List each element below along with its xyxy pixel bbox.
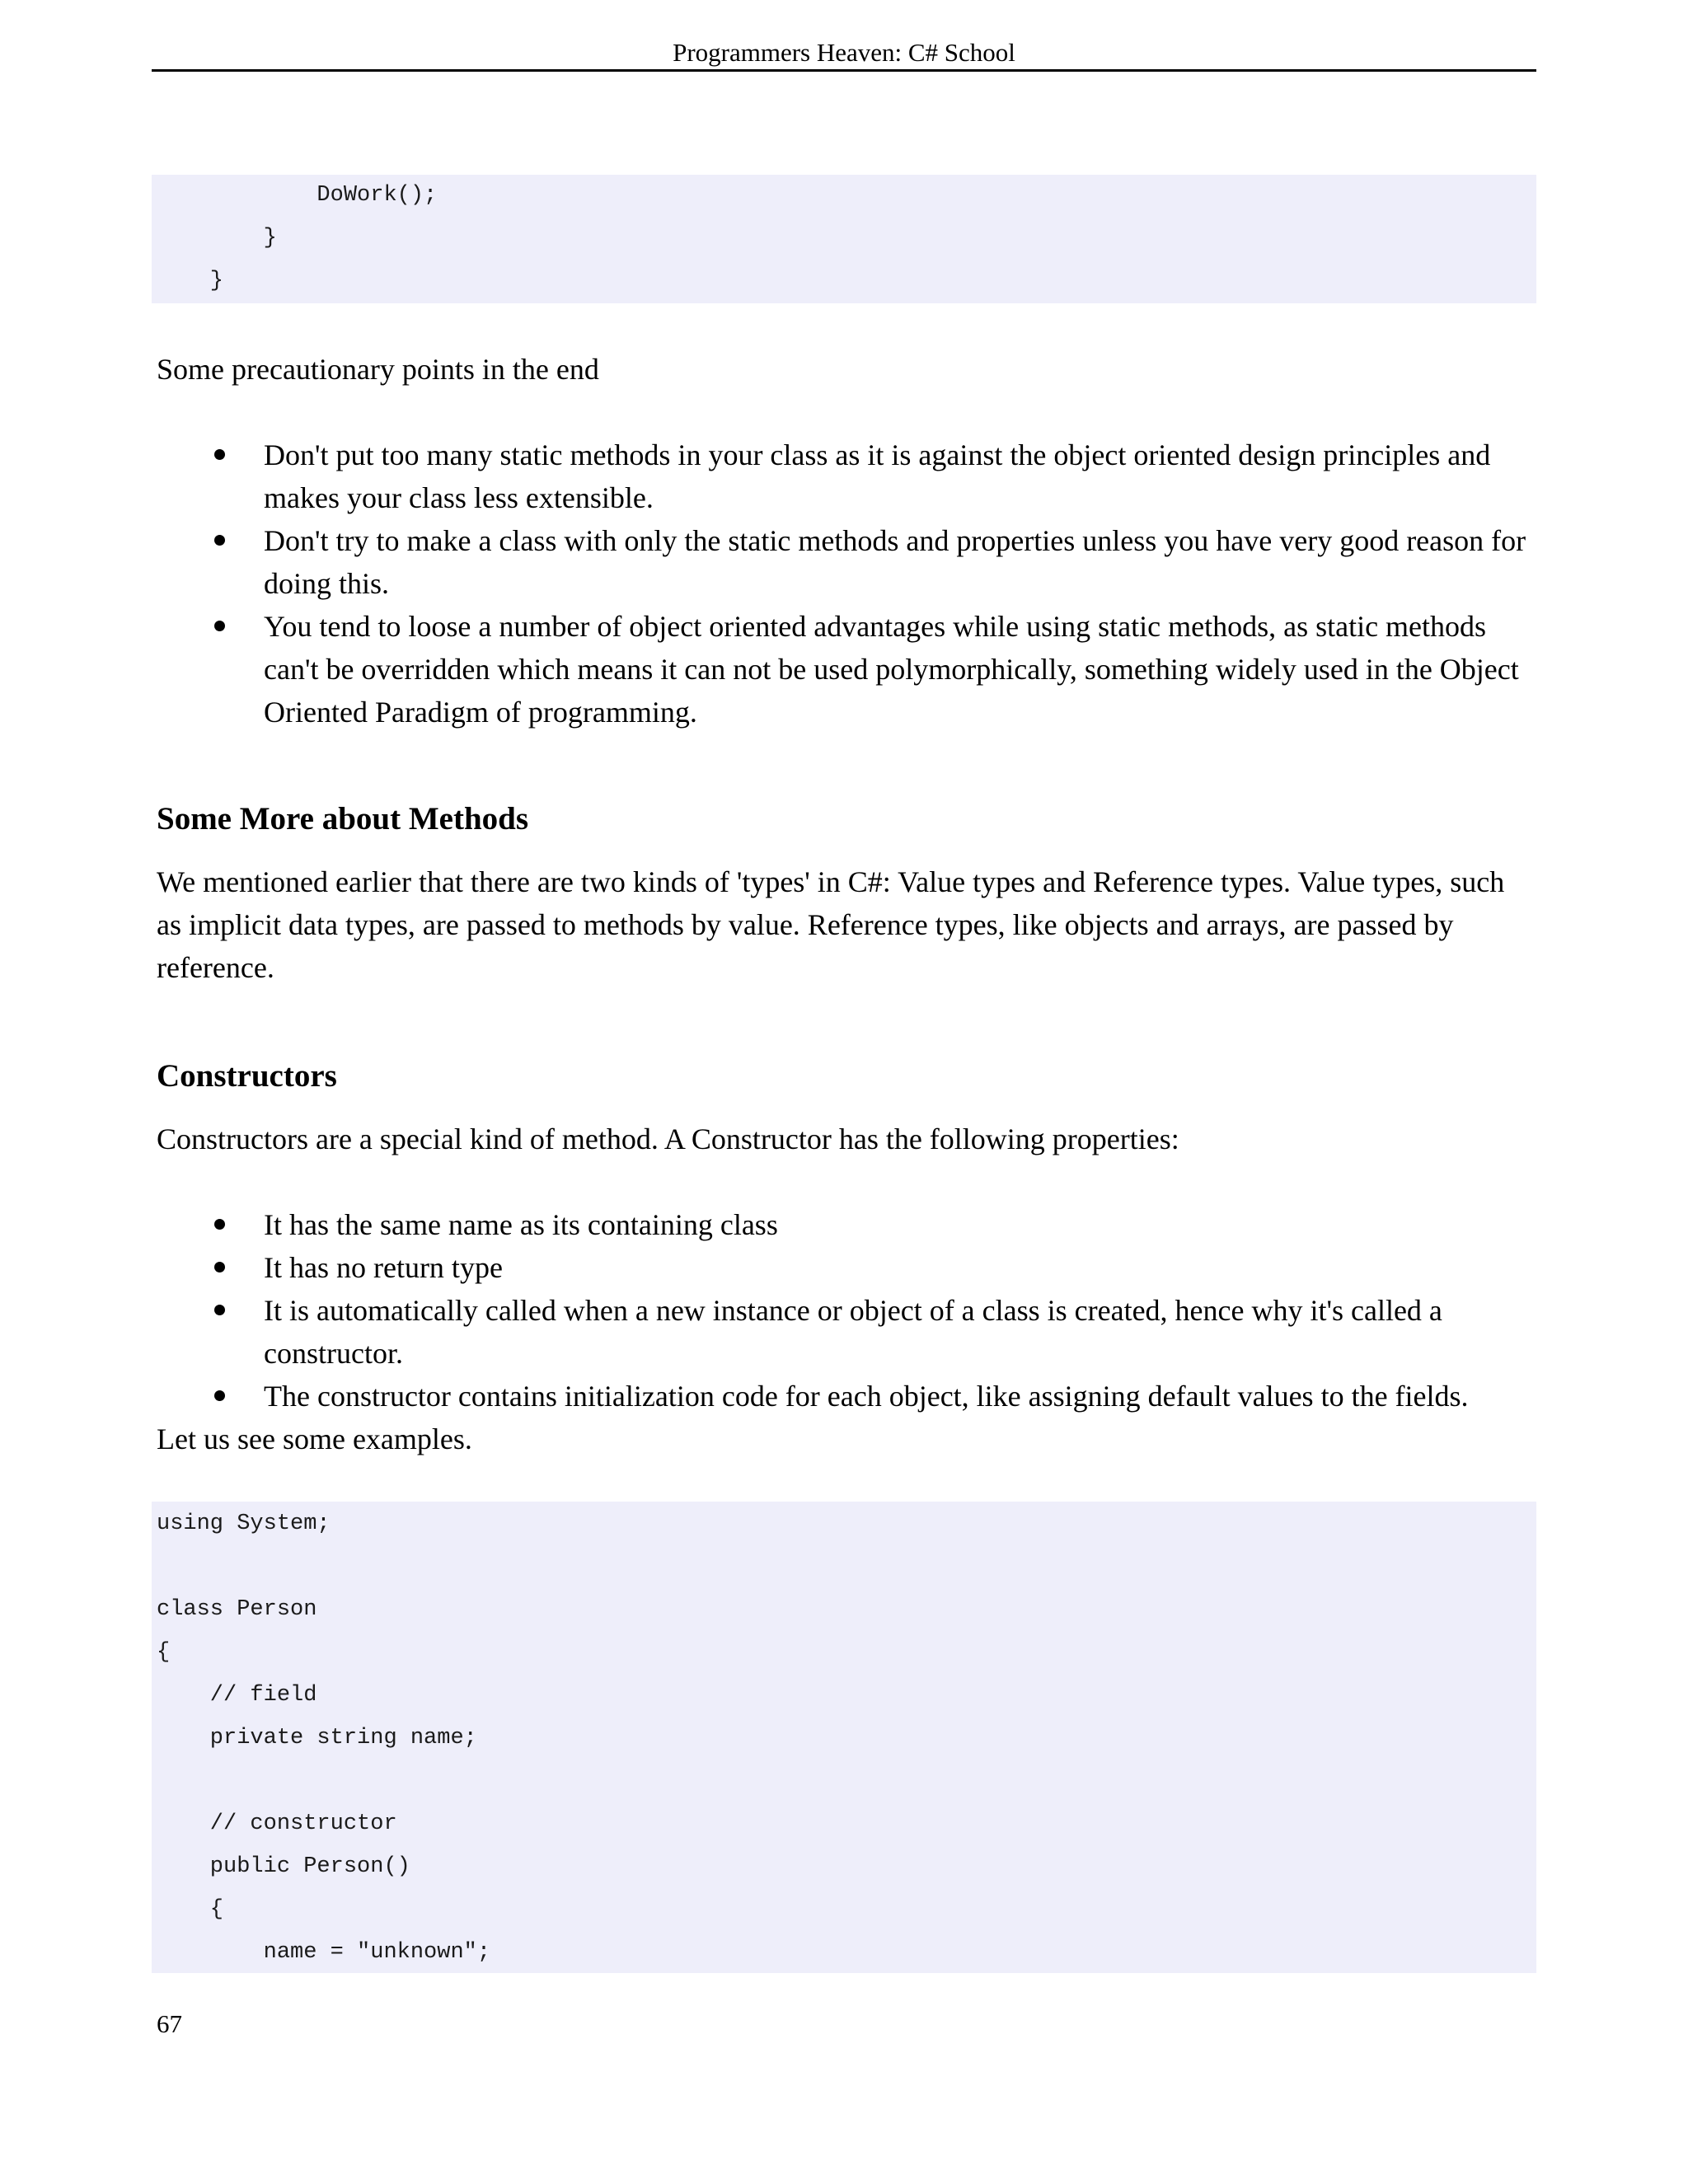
code-line: using System; bbox=[157, 1511, 331, 1536]
constructor-properties-list bbox=[0, 1203, 1688, 1418]
code-block-bottom bbox=[152, 1502, 1536, 1973]
bullet-icon bbox=[214, 1219, 225, 1230]
code-line: class Person bbox=[157, 1597, 317, 1622]
code-line: public Person() bbox=[157, 1854, 410, 1879]
list-item-text: Don't try to make a class with only the static methods and properties unless you have very good reason for doing this. bbox=[264, 524, 1526, 600]
list-item-text: It has the same name as its containing class bbox=[264, 1208, 778, 1241]
code-line: } bbox=[157, 269, 224, 293]
list-item bbox=[0, 1246, 1688, 1289]
list-item-text: The constructor contains initialization code for each object, like assigning default values to the fields. bbox=[264, 1380, 1469, 1413]
code-line: DoWork(); bbox=[157, 183, 438, 208]
list-item bbox=[0, 1375, 1688, 1418]
code-line: // constructor bbox=[157, 1811, 397, 1836]
bullet-icon bbox=[214, 535, 225, 546]
precaution-intro: Some precautionary points in the end bbox=[157, 353, 599, 386]
list-item-text: You tend to loose a number of object oriented advantages while using static methods, as static methods can't be overridden which means it can not be used polymorphically, something widely used in the Object Oriented Paradigm of programming. bbox=[264, 610, 1519, 729]
precaution-list bbox=[0, 434, 1688, 733]
running-header: Programmers Heaven: C# School bbox=[673, 38, 1015, 67]
bullet-icon bbox=[214, 1262, 225, 1272]
page-number: 67 bbox=[157, 2009, 182, 2038]
constructors-intro: Constructors are a special kind of method. A Constructor has the following properties: bbox=[157, 1122, 1179, 1155]
list-item bbox=[0, 1203, 1688, 1246]
code-line: name = "unknown"; bbox=[157, 1940, 491, 1965]
bullet-icon bbox=[214, 449, 225, 460]
list-item-text: It has no return type bbox=[264, 1251, 503, 1284]
list-item-text: Don't put too many static methods in your class as it is against the object oriented design principles and makes your class less extensible. bbox=[264, 438, 1491, 514]
examples-intro: Let us see some examples. bbox=[157, 1422, 472, 1455]
methods-body: We mentioned earlier that there are two kinds of 'types' in C#: Value types and Reference types. Value types, such as implicit data types, are passed to methods by value. Reference types, like objects and arrays, are passed by reference. bbox=[157, 865, 1505, 984]
section-heading: Some More about Methods bbox=[157, 801, 528, 837]
code-line: } bbox=[157, 226, 277, 251]
code-line: private string name; bbox=[157, 1726, 477, 1750]
header-rule bbox=[152, 69, 1536, 72]
list-item bbox=[0, 519, 1688, 605]
code-block-top bbox=[152, 175, 1536, 303]
bullet-icon bbox=[214, 1305, 225, 1315]
list-item-text: It is automatically called when a new instance or object of a class is created, hence why it's called a constructor. bbox=[264, 1294, 1442, 1370]
bullet-icon bbox=[214, 621, 225, 631]
code-line: { bbox=[157, 1897, 224, 1922]
list-item bbox=[0, 605, 1688, 733]
list-item bbox=[0, 1289, 1688, 1375]
list-item bbox=[0, 434, 1688, 519]
section-heading: Constructors bbox=[157, 1058, 337, 1094]
bullet-icon bbox=[214, 1390, 225, 1401]
code-line: { bbox=[157, 1640, 171, 1665]
code-line: // field bbox=[157, 1683, 317, 1708]
